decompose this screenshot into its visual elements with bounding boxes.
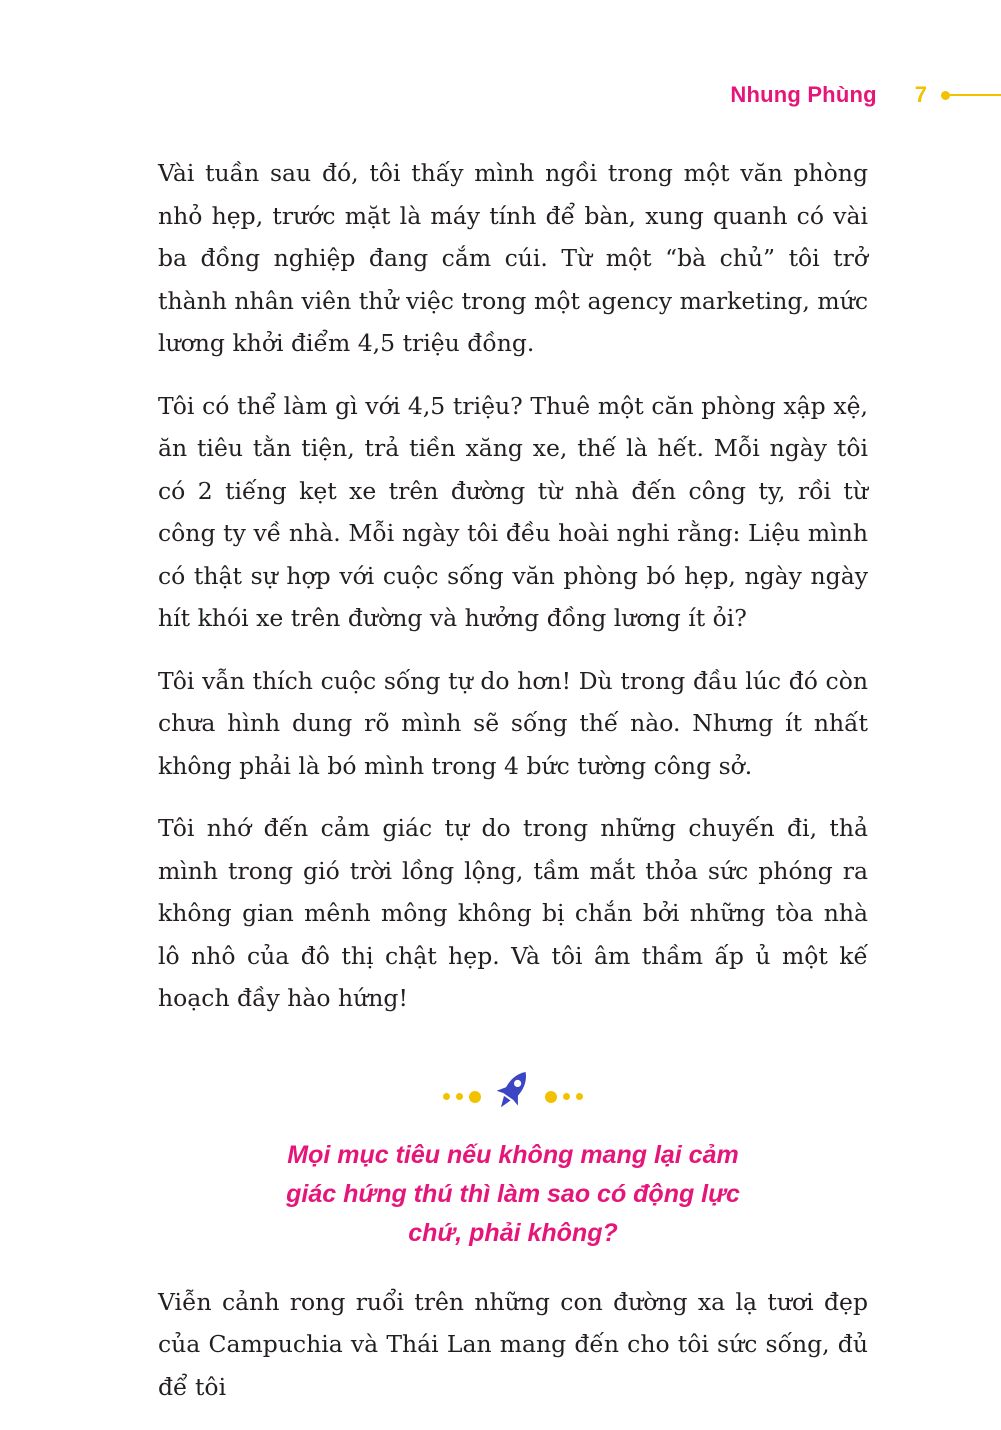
paragraph: Viễn cảnh rong ruổi trên những con đường xa lạ tươi đẹp của Campuchia và Thái Lan mang đến cho tôi sức sống, đủ để tôi	[158, 1287, 868, 1401]
ornament-dot	[563, 1093, 570, 1100]
paragraph: Tôi nhớ đến cảm giác tự do trong những chuyến đi, thả mình trong gió trời lồng lộng, tầm mắt thỏa sức phóng ra không gian mênh mông không bị chắn bởi những tòa nhà lô nhô của đô thị chật hẹp. Và tôi âm thầm ấp ủ một kế hoạch đầy hào hứng!	[158, 814, 868, 1012]
ornament-dot	[576, 1093, 583, 1100]
paragraph: Tôi có thể làm gì với 4,5 triệu? Thuê một căn phòng xập xệ, ăn tiêu tằn tiện, trả tiền xăng xe, thế là hết. Mỗi ngày tôi có 2 tiếng kẹt xe trên đường từ nhà đến công ty, rồi từ công ty về nhà. Mỗi ngày tôi đều hoài nghi rằng: Liệu mình có thật sự hợp với cuộc sống văn phòng bó hẹp, ngày ngày hít khói xe trên đường và hưởng đồng lương ít ỏi?	[158, 391, 868, 632]
pull-quote-line: Mọi mục tiêu nếu không mang lại cảm	[287, 1140, 739, 1169]
paragraph: Vài tuần sau đó, tôi thấy mình ngồi trong một văn phòng nhỏ hẹp, trước mặt là máy tính để bàn, xung quanh có vài ba đồng nghiệp đang cắm cúi. Từ một “bà chủ” tôi trở thành nhân viên thử việc trong một agency marketing, mức lương khởi điểm 4,5 triệu đồng.	[158, 159, 868, 357]
pull-quote-line: chứ, phải không?	[408, 1218, 618, 1247]
author-name: Nhung Phùng	[730, 82, 877, 107]
pull-quote-line: giác hứng thú thì làm sao có động lực	[286, 1179, 740, 1208]
pull-quote	[253, 1136, 773, 1253]
header-rule	[941, 91, 1001, 100]
running-header	[730, 78, 1001, 112]
body-text	[158, 152, 868, 1428]
header-rule-dot	[941, 91, 950, 100]
rocket-icon	[492, 1065, 534, 1129]
ornament-dot	[456, 1093, 463, 1100]
section-ornament	[158, 1072, 868, 1122]
ornament-dot	[443, 1093, 450, 1100]
paragraph: Tôi vẫn thích cuộc sống tự do hơn! Dù trong đầu lúc đó còn chưa hình dung rõ mình sẽ sống thế nào. Nhưng ít nhất không phải là bó mình trong 4 bức tường công sở.	[158, 666, 868, 780]
header-rule-line	[950, 94, 1001, 96]
ornament-dot	[545, 1091, 557, 1103]
ornament-dot	[469, 1091, 481, 1103]
page-number: 7	[914, 82, 927, 107]
